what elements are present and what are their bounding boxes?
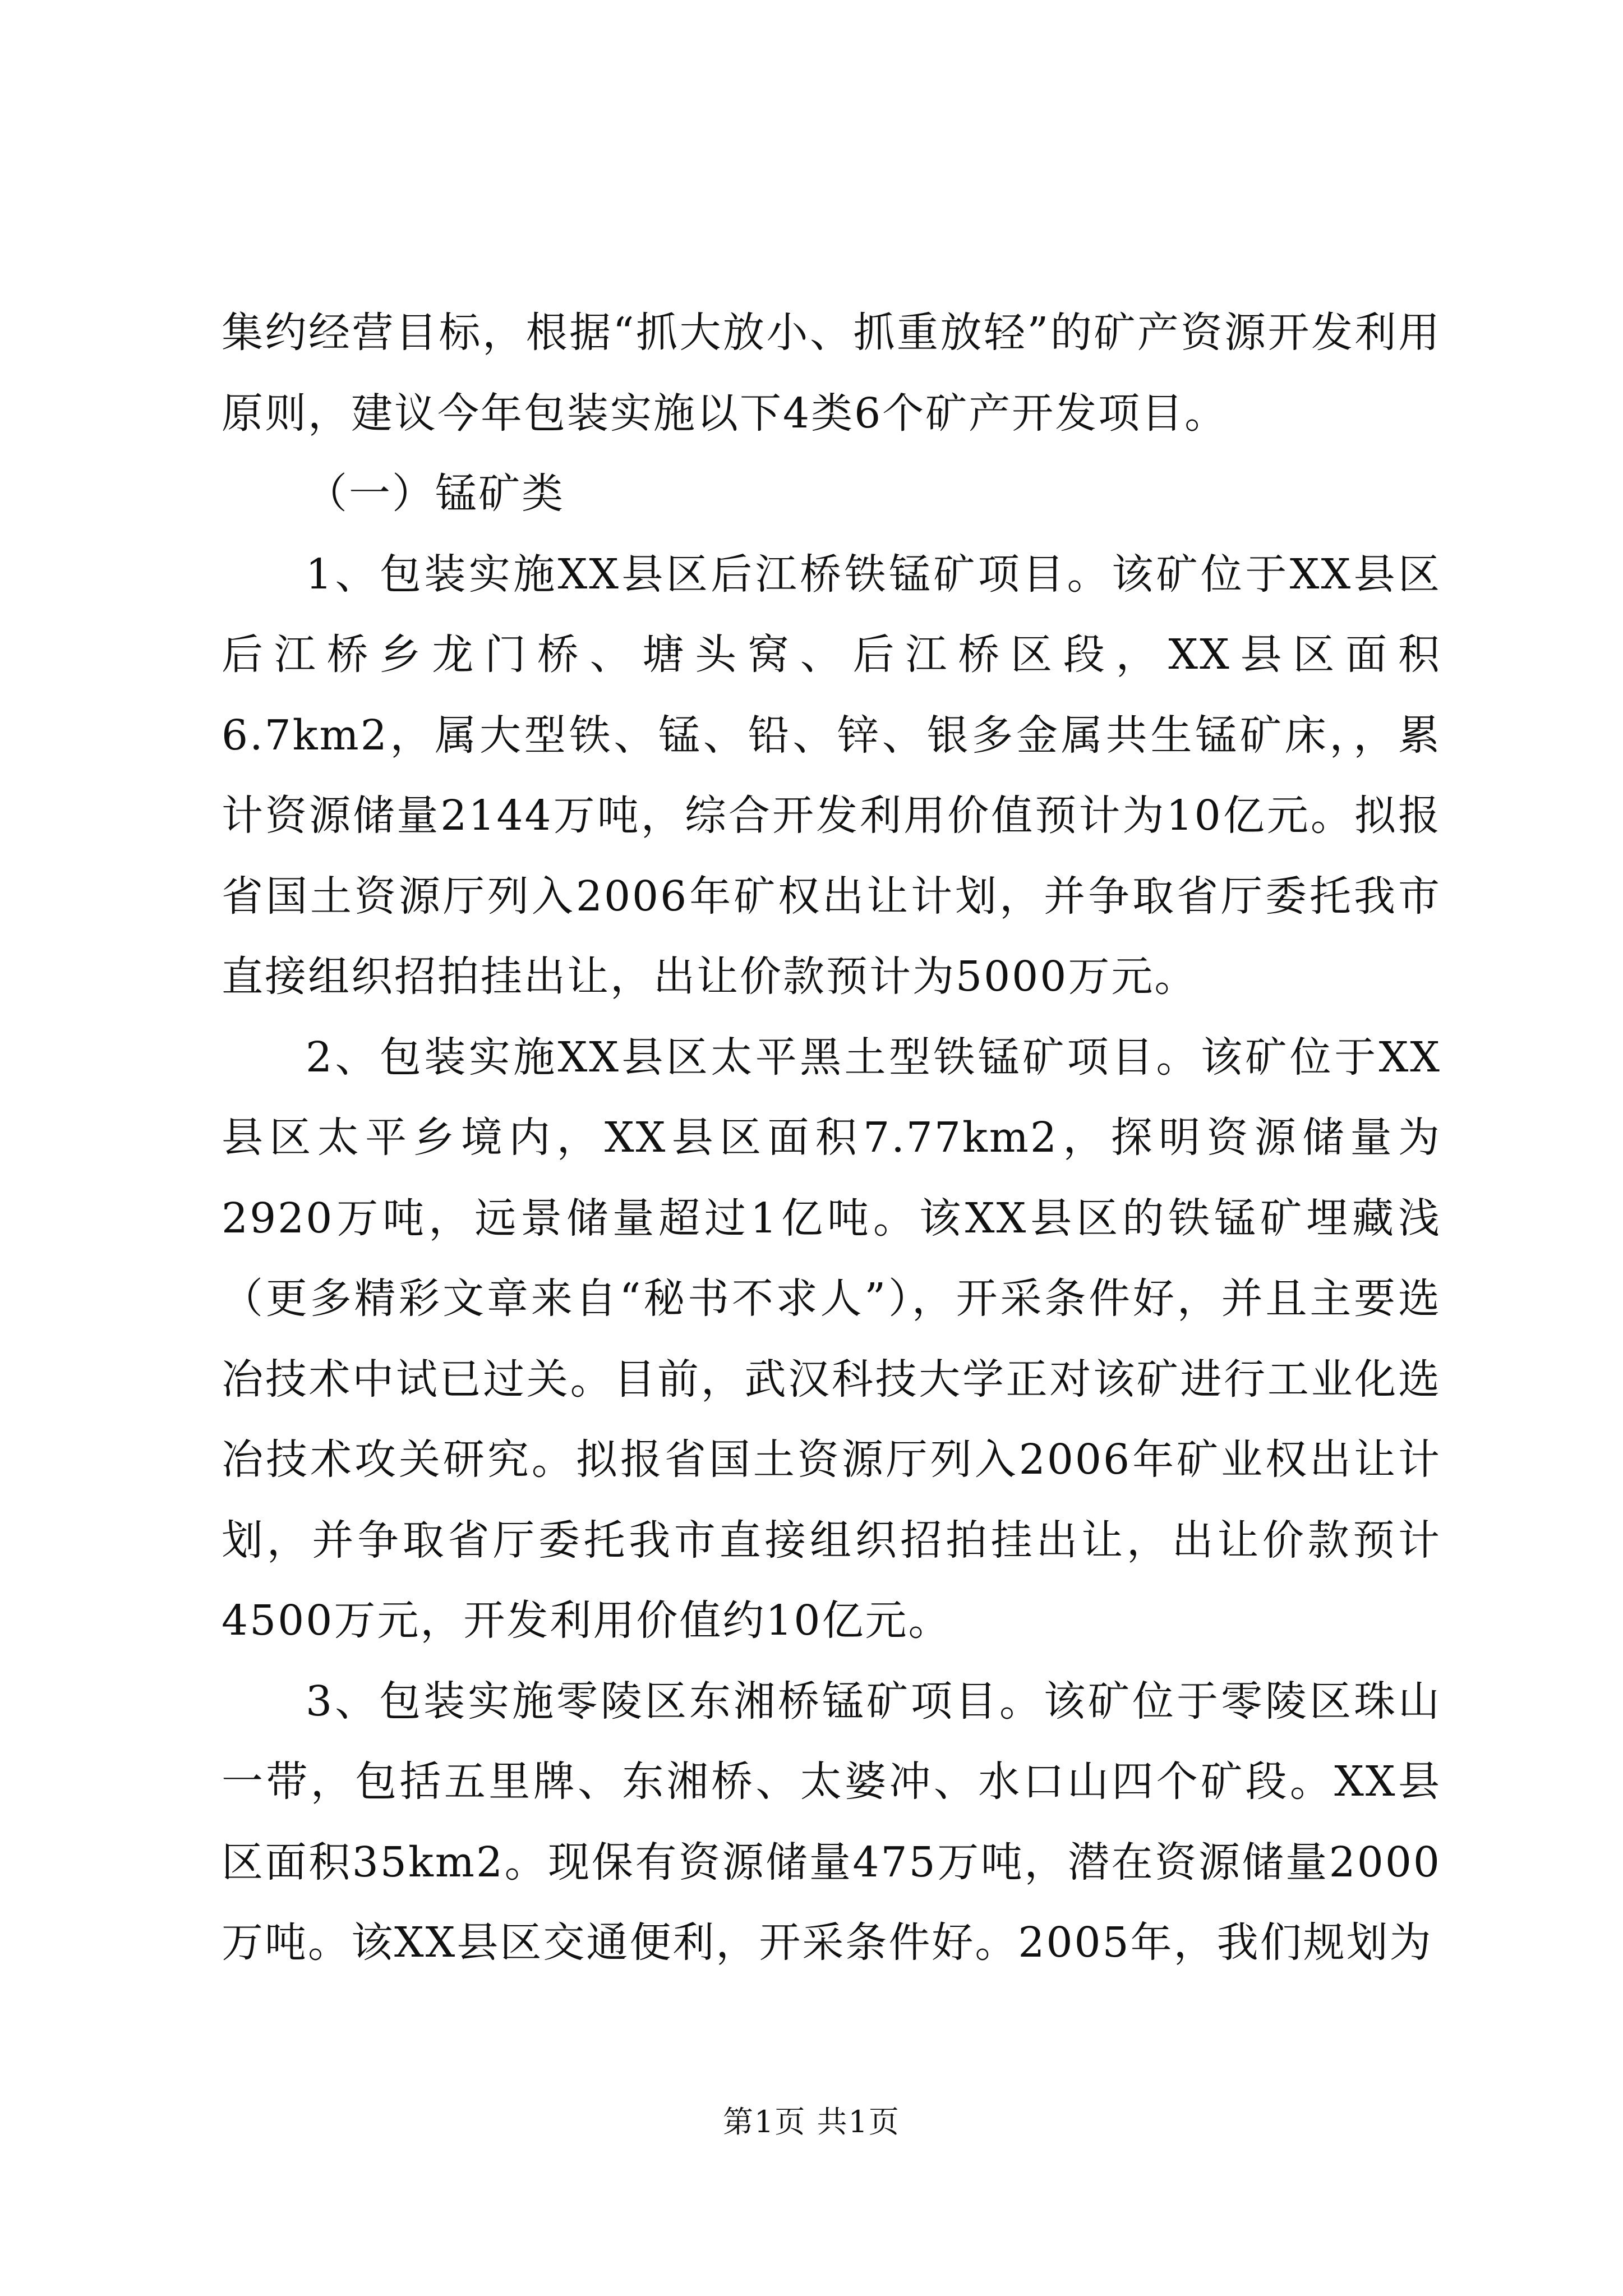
paragraph-item-1: 1、包装实施XX县区后江桥铁锰矿项目。该矿位于XX县区后江桥乡龙门桥、塘头窝、后江桥区段，XX县区面积6.7km2，属大型铁、锰、铅、锌、银多金属共生锰矿床，，累计资源储量2144万吨，综合开发利用价值预计为10亿元。拟报省国土资源厅列入2006年矿权出让计划，并争取省厅委托我市直接组织招拍挂出让，出让价款预计为5000万元。: [222, 550, 1441, 1001]
paragraph-item-2: 2、包装实施XX县区太平黑土型铁锰矿项目。该矿位于XX县区太平乡境内，XX县区面积7.77km2，探明资源储量为2920万吨，远景储量超过1亿吨。该XX县区的铁锰矿埋藏浅（更多精彩文章来自“秘书不求人”），开采条件好，并且主要选冶技术中试已过关。目前，武汉科技大学正对该矿进行工业化选冶技术攻关研究。拟报省国土资源厅列入2006年矿业权出让计划，并争取省厅委托我市直接组织招拍挂出让，出让价款预计4500万元，开发利用价值约10亿元。: [222, 1033, 1441, 1645]
document-body: [222, 293, 1441, 1984]
paragraph-item-3: 3、包装实施零陵区东湘桥锰矿项目。该矿位于零陵区珠山一带，包括五里牌、东湘桥、太婆冲、水口山四个矿段。XX县区面积35km2。现保有资源储量475万吨，潜在资源储量2000万吨。该XX县区交通便利，开采条件好。2005年，我们规划为: [222, 1677, 1441, 1967]
section-heading-manganese: （一）锰矿类: [306, 470, 565, 518]
page-footer: 第1页 共1页: [723, 2104, 900, 2139]
paragraph-continuation: 集约经营目标，根据“抓大放小、抓重放轻”的矿产资源开发利用原则，建议今年包装实施以下4类6个矿产开发项目。: [222, 309, 1441, 438]
